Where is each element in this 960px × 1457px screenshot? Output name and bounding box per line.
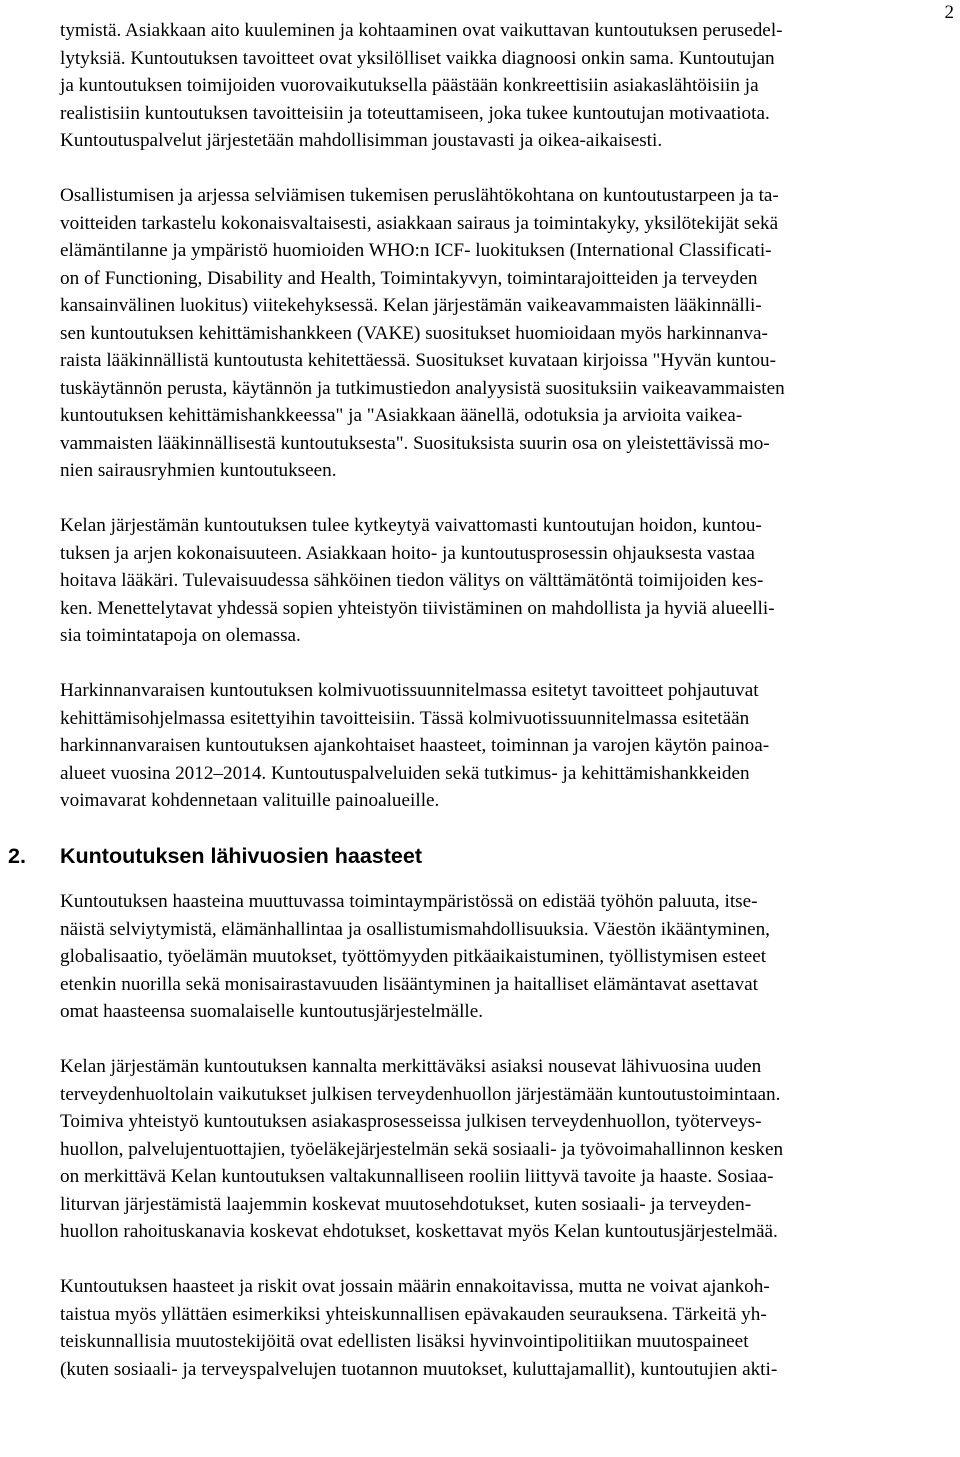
paragraph-group-top xyxy=(60,17,958,815)
text-line: taistua myös yllättäen esimerkiksi yhteiskunnallisen epävakauden seurauksena. Tärkeitä yh- xyxy=(60,1303,767,1325)
text-line: Kelan järjestämän kuntoutuksen kannalta merkittäväksi asiaksi nousevat lähivuosina uuden xyxy=(60,1056,762,1077)
text-line: realistisiin kuntoutuksen tavoitteisiin ja toteuttamiseen, joka tukee kuntoutujan motivaatiota. xyxy=(60,102,770,124)
text-line: ja kuntoutuksen toimijoiden vuorovaikutuksella päästään konkreettisiin asiakaslähtöisiin ja xyxy=(60,75,759,96)
paragraph xyxy=(60,677,958,815)
text-line: Toimiva yhteistyö kuntoutuksen asiakasprosesseissa julkisen terveydenhuollon, työterveys- xyxy=(60,1111,762,1132)
text-line: voimavarat kohdennetaan valituille painoalueille. xyxy=(60,790,440,811)
text-line: vammaisten lääkinnällisestä kuntoutuksesta". Suosituksista suurin osa on yleistettävissä mo- xyxy=(60,432,770,454)
text-line: kehittämisohjelmassa esitettyihin tavoitteisiin. Tässä kolmivuotissuunnitelmassa esitetään xyxy=(60,707,750,729)
text-line: tymistä. Asiakkaan aito kuuleminen ja kohtaaminen ovat vaikuttavan kuntoutuksen perusedel- xyxy=(60,20,783,41)
text-line: harkinnanvaraisen kuntoutuksen ajankohtaiset haasteet, toiminnan ja varojen käytön painoa- xyxy=(60,735,770,756)
text-line: on of Functioning, Disability and Health, Toimintakyvyn, toimintarajoitteiden ja terveyden xyxy=(60,267,758,289)
text-line: etenkin nuorilla sekä monisairastavuuden lisääntyminen ja haitalliset elämäntavat asettavat xyxy=(60,973,758,995)
text-line: elämäntilanne ja ympäristö huomioiden WHO:n ICF- luokituksen (International Classificati- xyxy=(60,240,772,261)
paragraph xyxy=(60,1273,958,1383)
text-line: sen kuntoutuksen kehittämishankkeen (VAKE) suositukset huomioidaan myös harkinnanva- xyxy=(60,322,768,344)
paragraph xyxy=(60,182,958,485)
text-line: Osallistumisen ja arjessa selviämisen tukemisen peruslähtökohtana on kuntoutustarpeen ja ta- xyxy=(60,185,779,206)
paragraph xyxy=(60,1053,958,1246)
text-line: liturvan järjestämistä laajemmin koskevat muutosehdotukset, kuten sosiaali- ja terveyden- xyxy=(60,1193,752,1215)
paragraph xyxy=(60,17,958,155)
text-line: tuskäytännön perusta, käytännön ja tutkimustiedon analyysistä suosituksiin vaikeavammaisten xyxy=(60,377,785,399)
text-line: kansainvälinen luokitus) viitekehyksessä. Kelan järjestämän vaikeavammaisten lääkinnälli- xyxy=(60,295,762,316)
page-number: 2 xyxy=(944,2,954,23)
text-line: Kelan järjestämän kuntoutuksen tulee kytkeytyä vaivattomasti kuntoutujan hoidon, kuntou- xyxy=(60,515,762,536)
text-line: sia toimintatapoja on olemassa. xyxy=(60,625,301,646)
text-line: omat haasteensa suomalaiselle kuntoutusjärjestelmälle. xyxy=(60,1001,484,1022)
text-line: Kuntoutuksen haasteina muuttuvassa toimintaympäristössä on edistää työhön paluuta, itse- xyxy=(60,891,758,912)
text-line: huollon, palvelujentuottajien, työeläkejärjestelmän sekä sosiaali- ja työvoimahallinnon kesken xyxy=(60,1138,784,1160)
paragraph xyxy=(60,888,958,1026)
document-body xyxy=(8,17,958,1411)
text-line: voitteiden tarkastelu kokonaisvaltaisesti, asiakkaan sairaus ja toimintakyky, yksilötekijät sekä xyxy=(60,212,779,234)
text-line: Harkinnanvaraisen kuntoutuksen kolmivuotissuunnitelmassa esitetyt tavoitteet pohjautuvat xyxy=(60,680,759,701)
section-number: 2. xyxy=(8,844,26,868)
text-line: näistä selviytymistä, elämänhallintaa ja osallistumismahdollisuuksia. Väestön ikääntyminen, xyxy=(60,918,770,940)
text-line: raista lääkinnällistä kuntoutusta kehitettäessä. Suositukset kuvataan kirjoissa "Hyvän kuntou- xyxy=(60,350,777,371)
paragraph-group-bottom xyxy=(60,888,958,1383)
section-heading xyxy=(8,842,958,870)
text-line: nien sairausryhmien kuntoutukseen. xyxy=(60,460,337,481)
text-line: tuksen ja arjen kokonaisuuteen. Asiakkaan hoito- ja kuntoutusprosessin ohjauksesta vastaa xyxy=(60,542,755,564)
text-line: Kuntoutuspalvelut järjestetään mahdollisimman joustavasti ja oikea-aikaisesti. xyxy=(60,130,663,151)
text-line: hoitava lääkäri. Tulevaisuudessa sähköinen tiedon välitys on välttämätöntä toimijoiden kes- xyxy=(60,570,764,591)
text-line: alueet vuosina 2012–2014. Kuntoutuspalveluiden sekä tutkimus- ja kehittämishankkeiden xyxy=(60,762,750,784)
text-line: huollon rahoituskanavia koskevat ehdotukset, koskettavat myös Kelan kuntoutusjärjestelmää. xyxy=(60,1221,778,1242)
text-line: on merkittävä Kelan kuntoutuksen valtakunnalliseen rooliin liittyvä tavoite ja haaste. Sosiaa- xyxy=(60,1166,774,1187)
paragraph xyxy=(60,512,958,650)
text-line: terveydenhuoltolain vaikutukset julkisen terveydenhuollon järjestämään kuntoutustoimintaan. xyxy=(60,1083,781,1105)
text-line: ken. Menettelytavat yhdessä sopien yhteistyön tiivistäminen on mahdollista ja hyviä alueelli- xyxy=(60,597,775,619)
text-line: (kuten sosiaali- ja terveyspalvelujen tuotannon muutokset, kuluttajamallit), kuntoutujien akti- xyxy=(60,1358,778,1380)
text-line: kuntoutuksen kehittämishankkeessa" ja "Asiakkaan äänellä, odotuksia ja arvioita vaikea- xyxy=(60,405,743,426)
section-title: Kuntoutuksen lähivuosien haasteet xyxy=(60,844,422,868)
text-line: globalisaatio, työelämän muutokset, työttömyyden pitkäaikaistuminen, työllistymisen esteet xyxy=(60,946,767,967)
text-line: Kuntoutuksen haasteet ja riskit ovat jossain määrin ennakoitavissa, mutta ne voivat ajankoh- xyxy=(60,1276,770,1297)
text-line: teiskunnallisia muutostekijöitä ovat edellisten lisäksi hyvinvointipolitiikan muutospaineet xyxy=(60,1331,749,1352)
text-line: lytyksiä. Kuntoutuksen tavoitteet ovat yksilölliset vaikka diagnoosi onkin sama. Kuntoutujan xyxy=(60,47,775,69)
